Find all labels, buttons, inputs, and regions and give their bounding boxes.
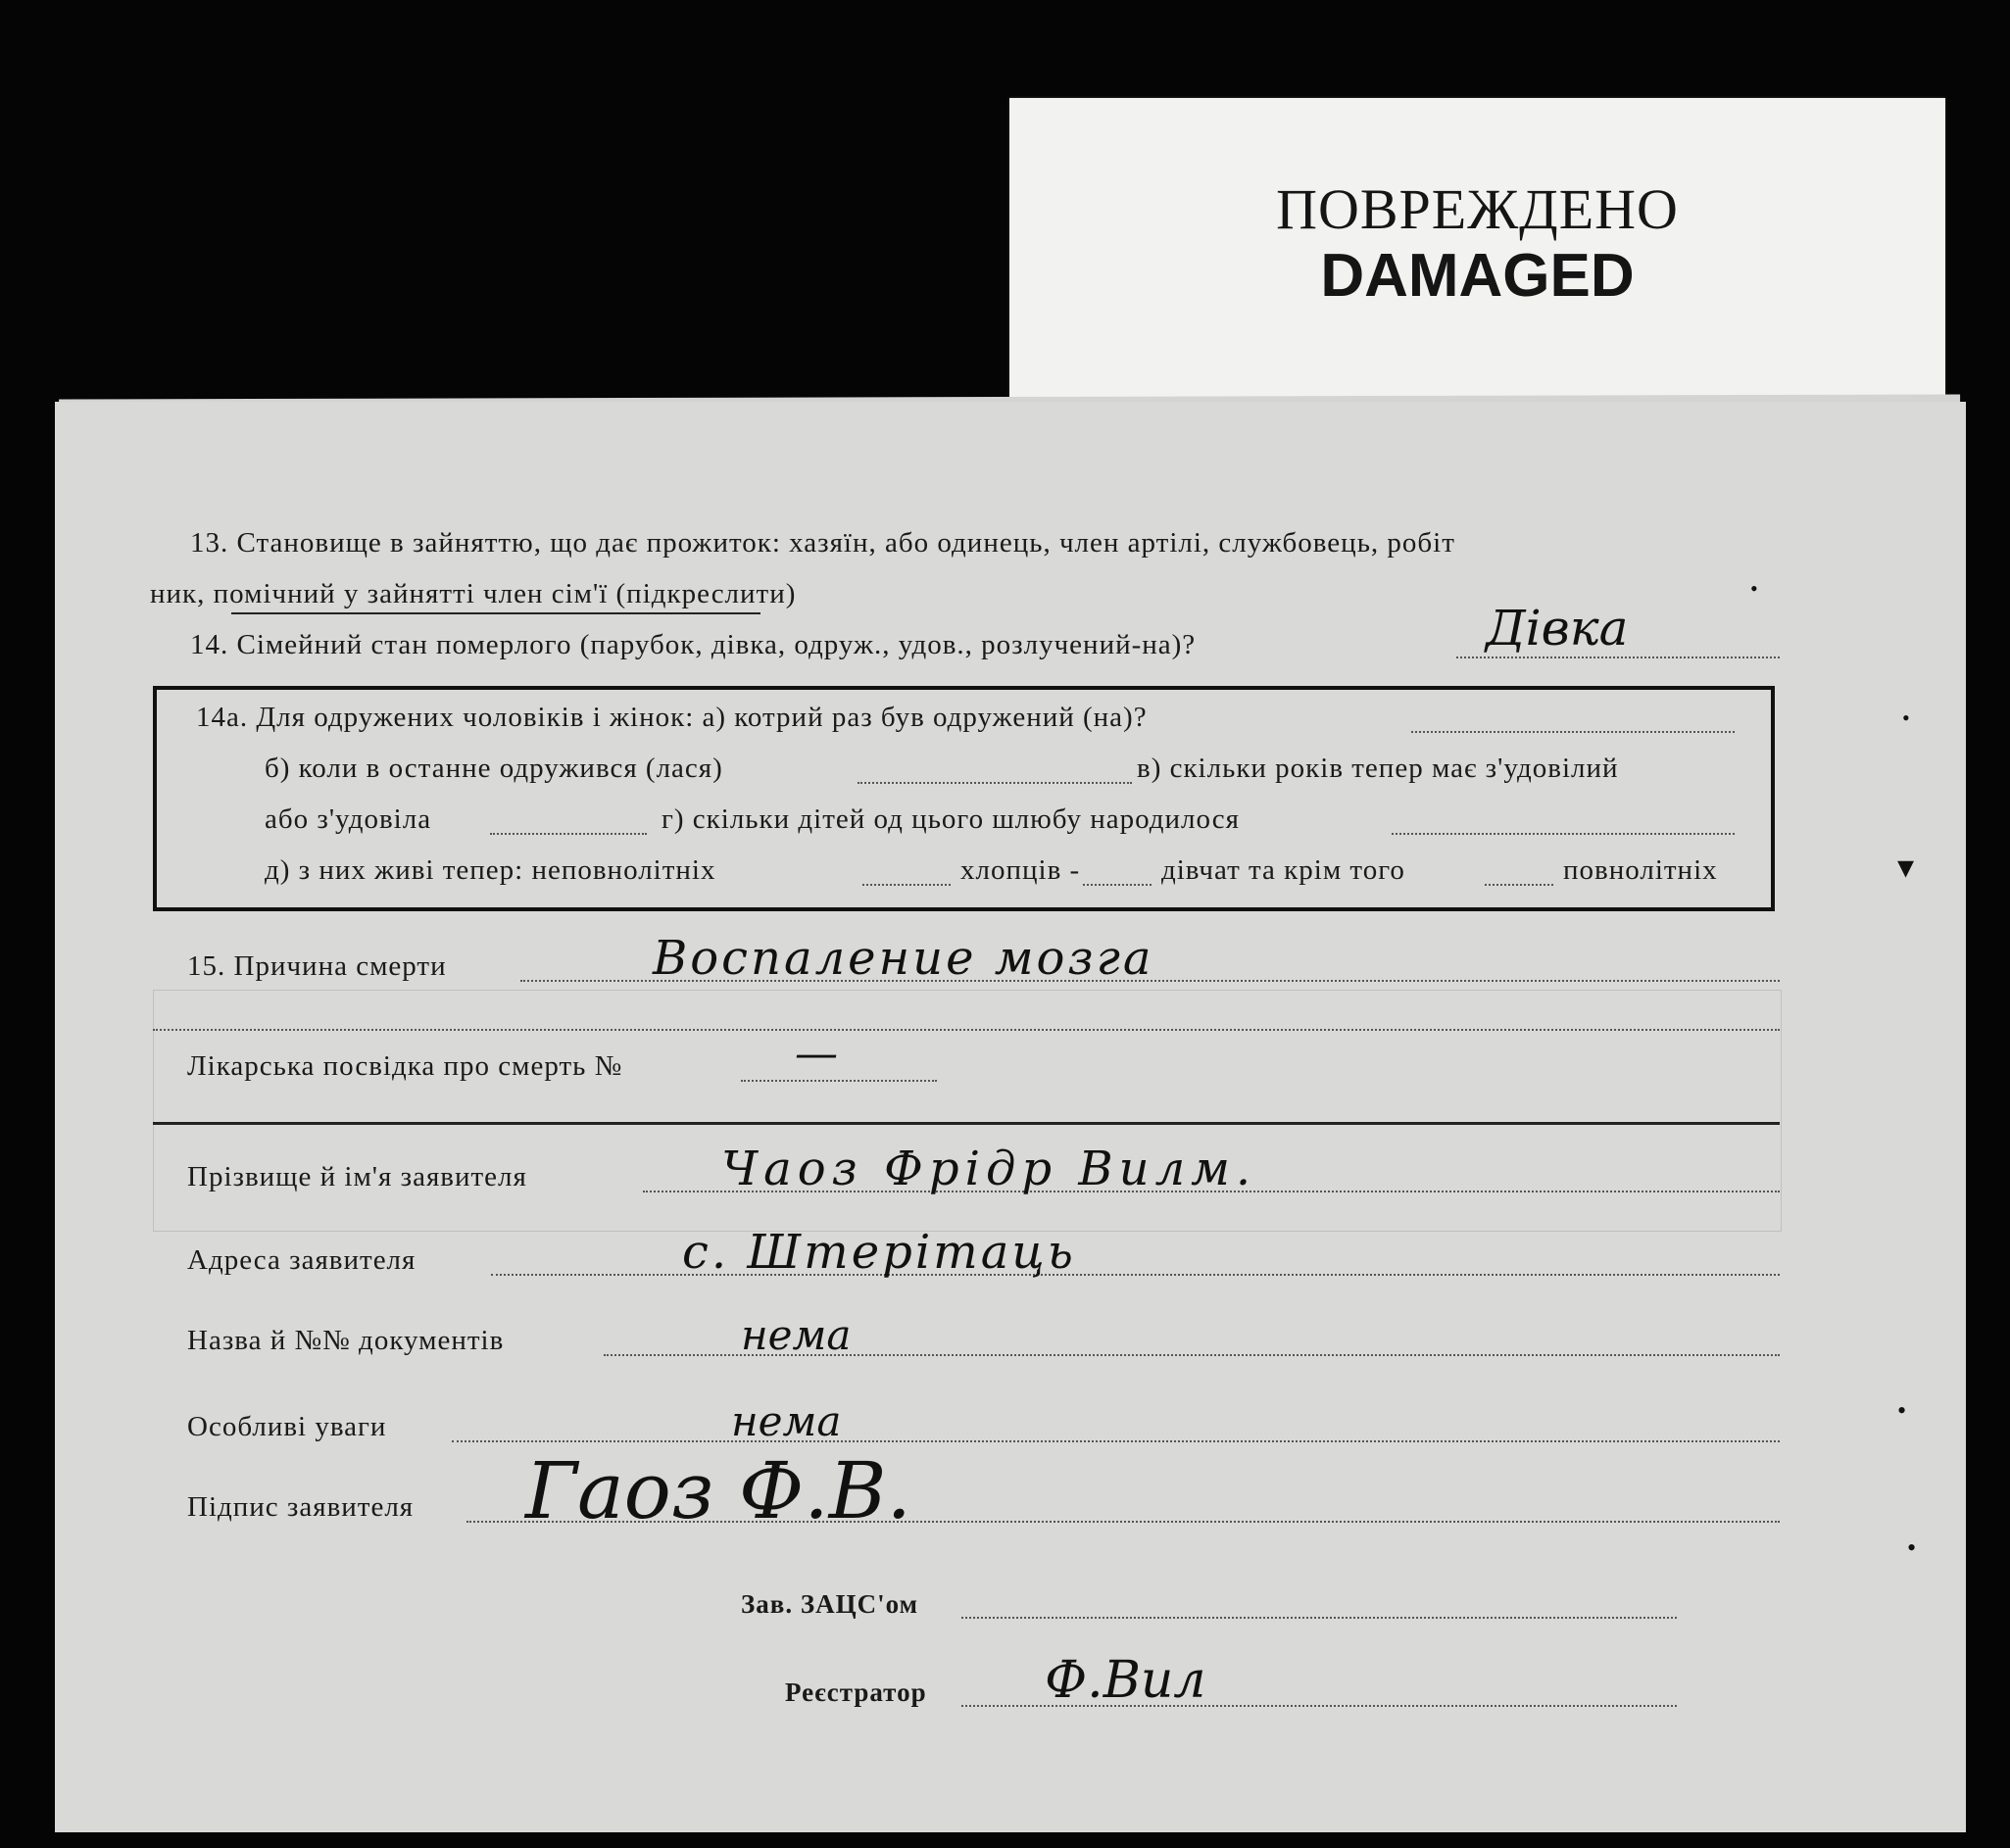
q14a-line2-b: в) скільки років тепер має з'удовілий — [1137, 753, 1619, 784]
applicant-name-label: Прізвище й ім'я заявителя — [187, 1161, 527, 1192]
q14a-line3-a: або з'удовіла — [265, 803, 432, 835]
q14a-line4-b: хлопців - — [960, 854, 1081, 886]
registrar-signature: Ф.Вил — [1045, 1651, 1206, 1710]
q14-label: 14. Сімейний стан померлого (парубок, дівка, одруж., удов., розлучений-на)? — [190, 629, 1197, 660]
q14-answer-line — [1456, 657, 1780, 658]
applicant-signature: Гаоз Ф.В. — [525, 1445, 911, 1536]
q14a-line4-blank-c — [1485, 884, 1553, 886]
applicant-address-answer: с. Штерітаць — [682, 1225, 1076, 1280]
ink-mark: ▾ — [1897, 850, 1915, 886]
q14a-line3-blank-a — [490, 833, 647, 835]
q14a-box — [153, 686, 1775, 911]
q15-second-line — [153, 1029, 1780, 1031]
q14a-line4-c: дівчат та крім того — [1161, 854, 1405, 886]
q14a-line1: 14а. Для одружених чоловіків і жінок: а) котрий раз був одружений (на)? — [196, 702, 1148, 733]
q13-line1: 13. Становище в зайняттю, що дає прожиток: хазяїн, або одинець, член артілі, службовець, робіт — [190, 527, 1455, 559]
notes-line — [452, 1440, 1780, 1442]
notes-label: Особливі уваги — [187, 1411, 387, 1442]
applicant-address-label: Адреса заявителя — [187, 1244, 417, 1276]
q14a-line1-blank — [1411, 731, 1735, 733]
q14a-line3-b: г) скільки дітей од цього шлюбу народилося — [662, 803, 1240, 835]
damaged-label-ru: ПОВРЕЖДЕНО — [1276, 177, 1679, 241]
medical-answer-line — [741, 1080, 937, 1082]
ink-mark: • — [1902, 705, 1910, 730]
damaged-label-en: DAMAGED — [1320, 242, 1635, 310]
damaged-label-card — [1009, 98, 1945, 421]
head-line — [961, 1617, 1677, 1619]
applicant-name-answer: Чаоз Фрідр Вилм. — [721, 1142, 1257, 1196]
q14a-line4-a: д) з них живі тепер: неповнолітніх — [265, 854, 716, 886]
q14-answer: Дівка — [1486, 600, 1629, 657]
q14a-line2-a: б) коли в останне одружився (лася) — [265, 753, 723, 784]
form-sheet — [55, 402, 1966, 1832]
registrar-label: Реєстратор — [785, 1678, 927, 1707]
q15-answer: Воспаление мозга — [653, 931, 1154, 986]
ink-dot: • — [1750, 576, 1758, 601]
q14a-line3-blank-b — [1392, 833, 1735, 835]
ink-mark: • — [1907, 1533, 1917, 1562]
q13-line2: ник, помічний у зайнятті член сім'ї (підкреслити) — [150, 578, 797, 609]
q14a-line4-d: повнолітніх — [1563, 854, 1718, 886]
signature-label: Підпис заявителя — [187, 1491, 415, 1523]
medical-answer: — — [795, 1029, 838, 1079]
documents-label: Назва й №№ документів — [187, 1325, 505, 1356]
q14a-line4-blank-a — [862, 884, 951, 886]
q14a-line4-blank-b — [1083, 884, 1152, 886]
notes-answer: нема — [731, 1397, 842, 1445]
q13-underline — [231, 612, 760, 614]
ink-mark: • — [1897, 1396, 1907, 1425]
q15-label: 15. Причина смерти — [187, 950, 447, 982]
q14a-line2-blank — [858, 782, 1132, 784]
head-label: Зав. ЗАЦС'ом — [741, 1589, 918, 1619]
section-divider — [153, 1122, 1780, 1125]
medical-label: Лікарська посвідка про смерть № — [187, 1050, 623, 1082]
documents-answer: нема — [741, 1311, 852, 1359]
